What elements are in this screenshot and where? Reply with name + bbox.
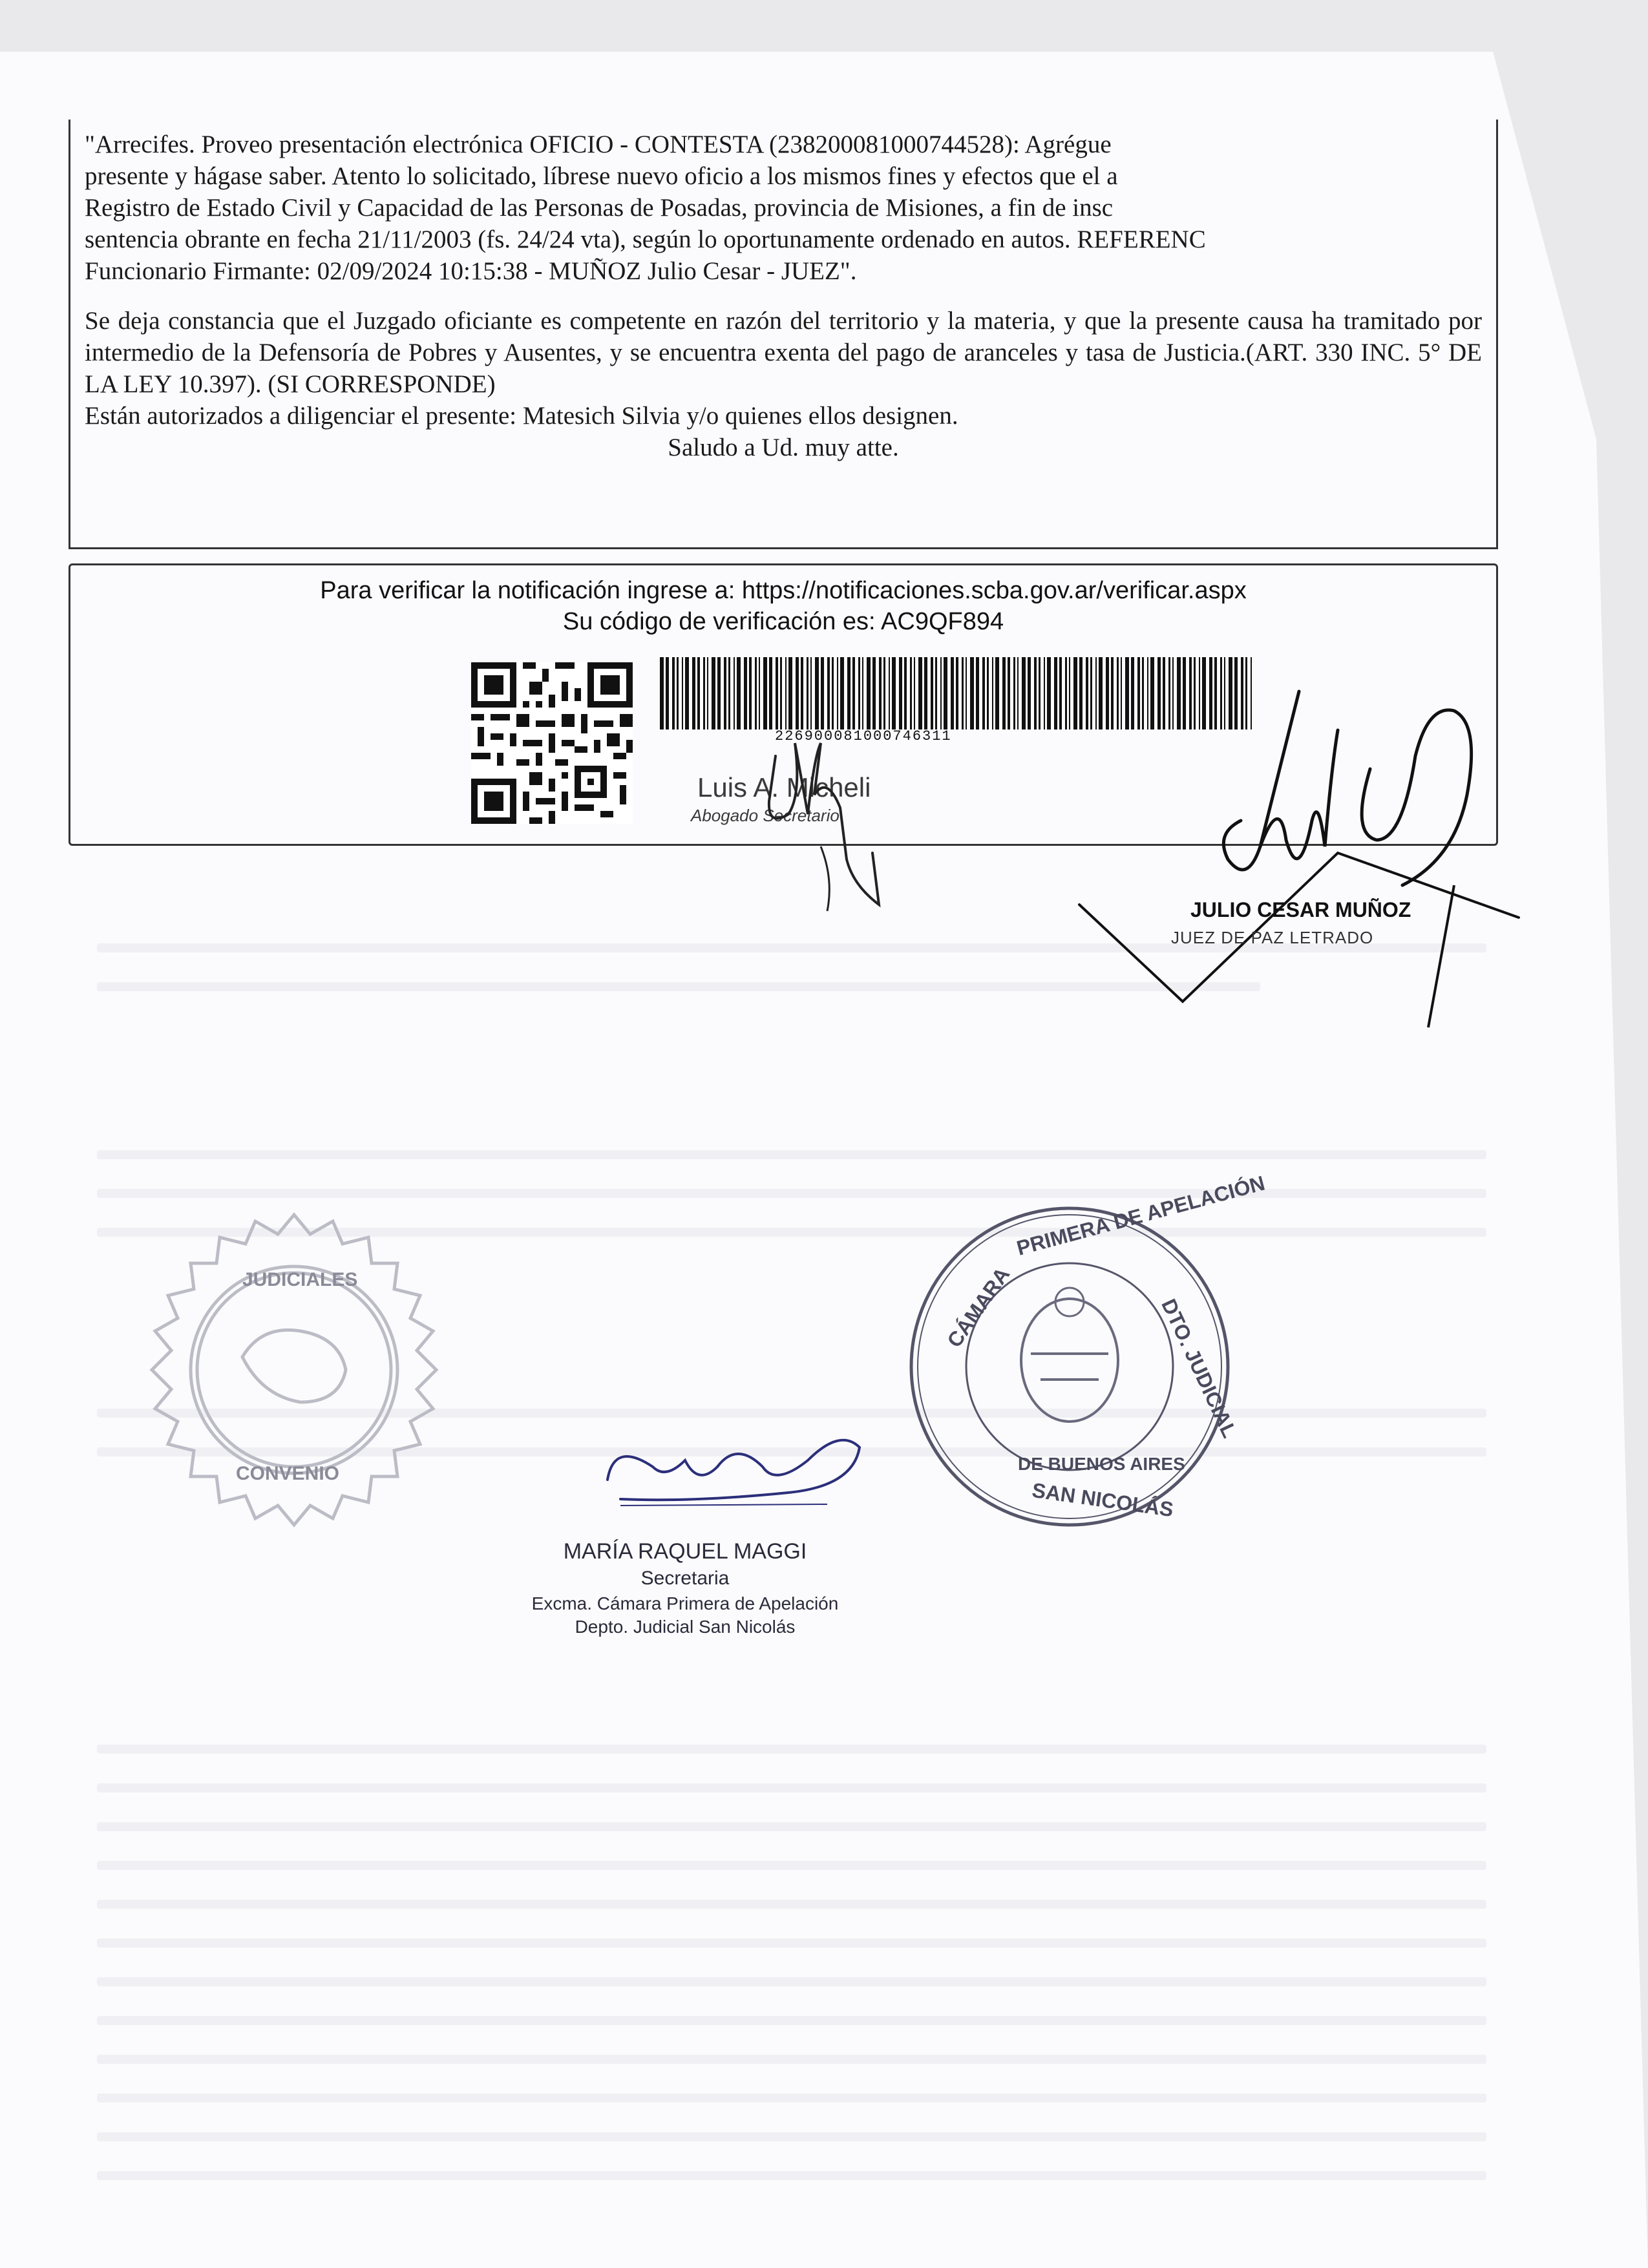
bleed-through — [97, 1861, 1486, 1870]
barcode-bar — [682, 657, 683, 730]
barcode-bar — [1008, 657, 1010, 730]
barcode-bar — [1054, 657, 1057, 730]
barcode-bar — [717, 657, 721, 730]
certifier-name: MARÍA RAQUEL MAGGI — [563, 1539, 807, 1564]
secretary-title: Abogado Secretario — [691, 806, 840, 825]
barcode-bar — [924, 657, 927, 730]
barcode-bar — [1039, 657, 1041, 730]
barcode-bar — [1047, 657, 1051, 730]
embossed-seal-icon — [132, 1208, 456, 1531]
barcode-bar — [672, 657, 675, 730]
barcode-bar — [1022, 657, 1026, 730]
verification-url-line: Para verificar la notificación ingrese a: https://notificaciones.scba.gov.ar/verificar.aspx — [320, 577, 1247, 604]
barcode-bar — [685, 657, 689, 730]
barcode-bar — [666, 657, 669, 730]
official-text-box — [69, 120, 1498, 549]
bleed-through — [97, 1977, 1486, 1986]
barcode-bar — [677, 657, 679, 730]
barcode-bar — [692, 657, 695, 730]
barcode-bar — [1028, 657, 1031, 730]
barcode-bar — [987, 657, 989, 730]
barcode-bar — [976, 657, 979, 730]
closing-salutation: Saludo a Ud. muy atte. — [668, 434, 899, 461]
bleed-through — [97, 1822, 1486, 1831]
bleed-through — [97, 2055, 1486, 2064]
qr-code-icon — [471, 662, 633, 824]
barcode-bar — [744, 657, 747, 730]
competence-paragraph: Se deja constancia que el Juzgado oficiante es competente en razón del territorio y la materia, y que la presente causa ha tramitado por intermedio de la Defensoría de Pobres y Ausentes, y se encuentra exenta del pago de aranceles y tasa de Justicia.(ART. 330 INC. 5° DE LA LEY 10.397). (SI CORRESPONDE) — [85, 307, 1482, 398]
barcode-number: 226900081000746311 — [775, 728, 952, 744]
bleed-through — [97, 1150, 1486, 1159]
barcode-bar — [982, 657, 985, 730]
bleed-through — [97, 2016, 1486, 2025]
barcode-bar — [734, 657, 735, 730]
judge-name: JULIO CESAR MUÑOZ — [1190, 898, 1411, 921]
verification-code-line: Su código de verificación es: AC9QF894 — [562, 608, 1004, 635]
barcode-bar — [970, 657, 974, 730]
barcode-bar — [918, 657, 922, 730]
bleed-through — [97, 1189, 1486, 1198]
svg-text:DTO. JUDICIAL: DTO. JUDICIAL — [1157, 1295, 1242, 1442]
svg-text:SAN NICOLÁS: SAN NICOLÁS — [1030, 1478, 1175, 1522]
barcode-bar — [737, 657, 741, 730]
bleed-through — [97, 2132, 1486, 2141]
court-stamp-icon — [902, 1171, 1267, 1535]
judge-title: JUEZ DE PAZ LETRADO — [1171, 928, 1374, 947]
svg-text:JUDICIALES: JUDICIALES — [242, 1269, 358, 1290]
barcode-bar — [966, 657, 967, 730]
barcode-bar — [712, 657, 715, 730]
barcode-bar — [1059, 657, 1062, 730]
barcode-bar — [1002, 657, 1006, 730]
bleed-through — [97, 1783, 1486, 1792]
bleed-through — [97, 2094, 1486, 2103]
barcode-bar — [660, 657, 664, 730]
barcode-bar — [1017, 657, 1019, 730]
certifier-court: Excma. Cámara Primera de Apelación — [531, 1593, 839, 1613]
svg-text:DE BUENOS AIRES: DE BUENOS AIRES — [1018, 1454, 1185, 1474]
barcode-bar — [940, 657, 942, 730]
certifier-dept: Depto. Judicial San Nicolás — [575, 1617, 796, 1637]
judge-signature — [1066, 691, 1558, 1053]
bleed-through — [97, 1938, 1486, 1948]
barcode-bar — [728, 657, 730, 730]
authorized-paragraph: Están autorizados a diligenciar el presente: Matesich Silvia y/o quienes ellos designen. — [85, 402, 958, 430]
barcode-bar — [995, 657, 999, 730]
barcode-bar — [962, 657, 964, 730]
barcode-bar — [935, 657, 937, 730]
certifier-role: Secretaria — [640, 1568, 730, 1589]
bleed-through — [97, 1900, 1486, 1909]
svg-text:CONVENIO: CONVENIO — [236, 1463, 340, 1484]
secretary-signature — [750, 717, 918, 911]
resolution-paragraph: "Arrecifes. Proveo presentación electrónica OFICIO - CONTESTA (238200081000744528): Agrégue presente y hágase saber. Atento lo solicitado, líbrese nuevo oficio a los mismos fines y efectos que el a Registro de Estado Civil y Capacidad de las Personas de Posadas, provincia de Misiones, a fin de insc sentencia obrante en fecha 21/11/2003 (fs. 24/24 vta), según lo oportunamente ordenado en autos. REFERENC Funcionario Firmante: 02/09/2024 10:15:38 - MUÑOZ Julio Cesar - JUEZ". — [85, 131, 1206, 285]
svg-text:PRIMERA DE APELACIÓN: PRIMERA DE APELACIÓN — [1014, 1171, 1267, 1260]
barcode-bar — [944, 657, 947, 730]
barcode-bar — [697, 657, 700, 730]
barcode-bar — [956, 657, 958, 730]
barcode-bar — [703, 657, 705, 730]
barcode-bar — [1034, 657, 1037, 730]
bleed-through — [97, 2171, 1486, 2180]
bleed-through — [97, 1745, 1486, 1754]
secretary-name: Luis A. Micheli — [697, 772, 871, 803]
secretaria-signature — [595, 1422, 866, 1512]
barcode-bar — [724, 657, 726, 730]
barcode-bar — [707, 657, 708, 730]
barcode-bar — [1044, 657, 1045, 730]
barcode-bar — [931, 657, 933, 730]
barcode-bar — [1013, 657, 1015, 730]
barcode-bar — [951, 657, 954, 730]
barcode-bar — [992, 657, 993, 730]
svg-text:CÁMARA: CÁMARA — [942, 1263, 1015, 1352]
